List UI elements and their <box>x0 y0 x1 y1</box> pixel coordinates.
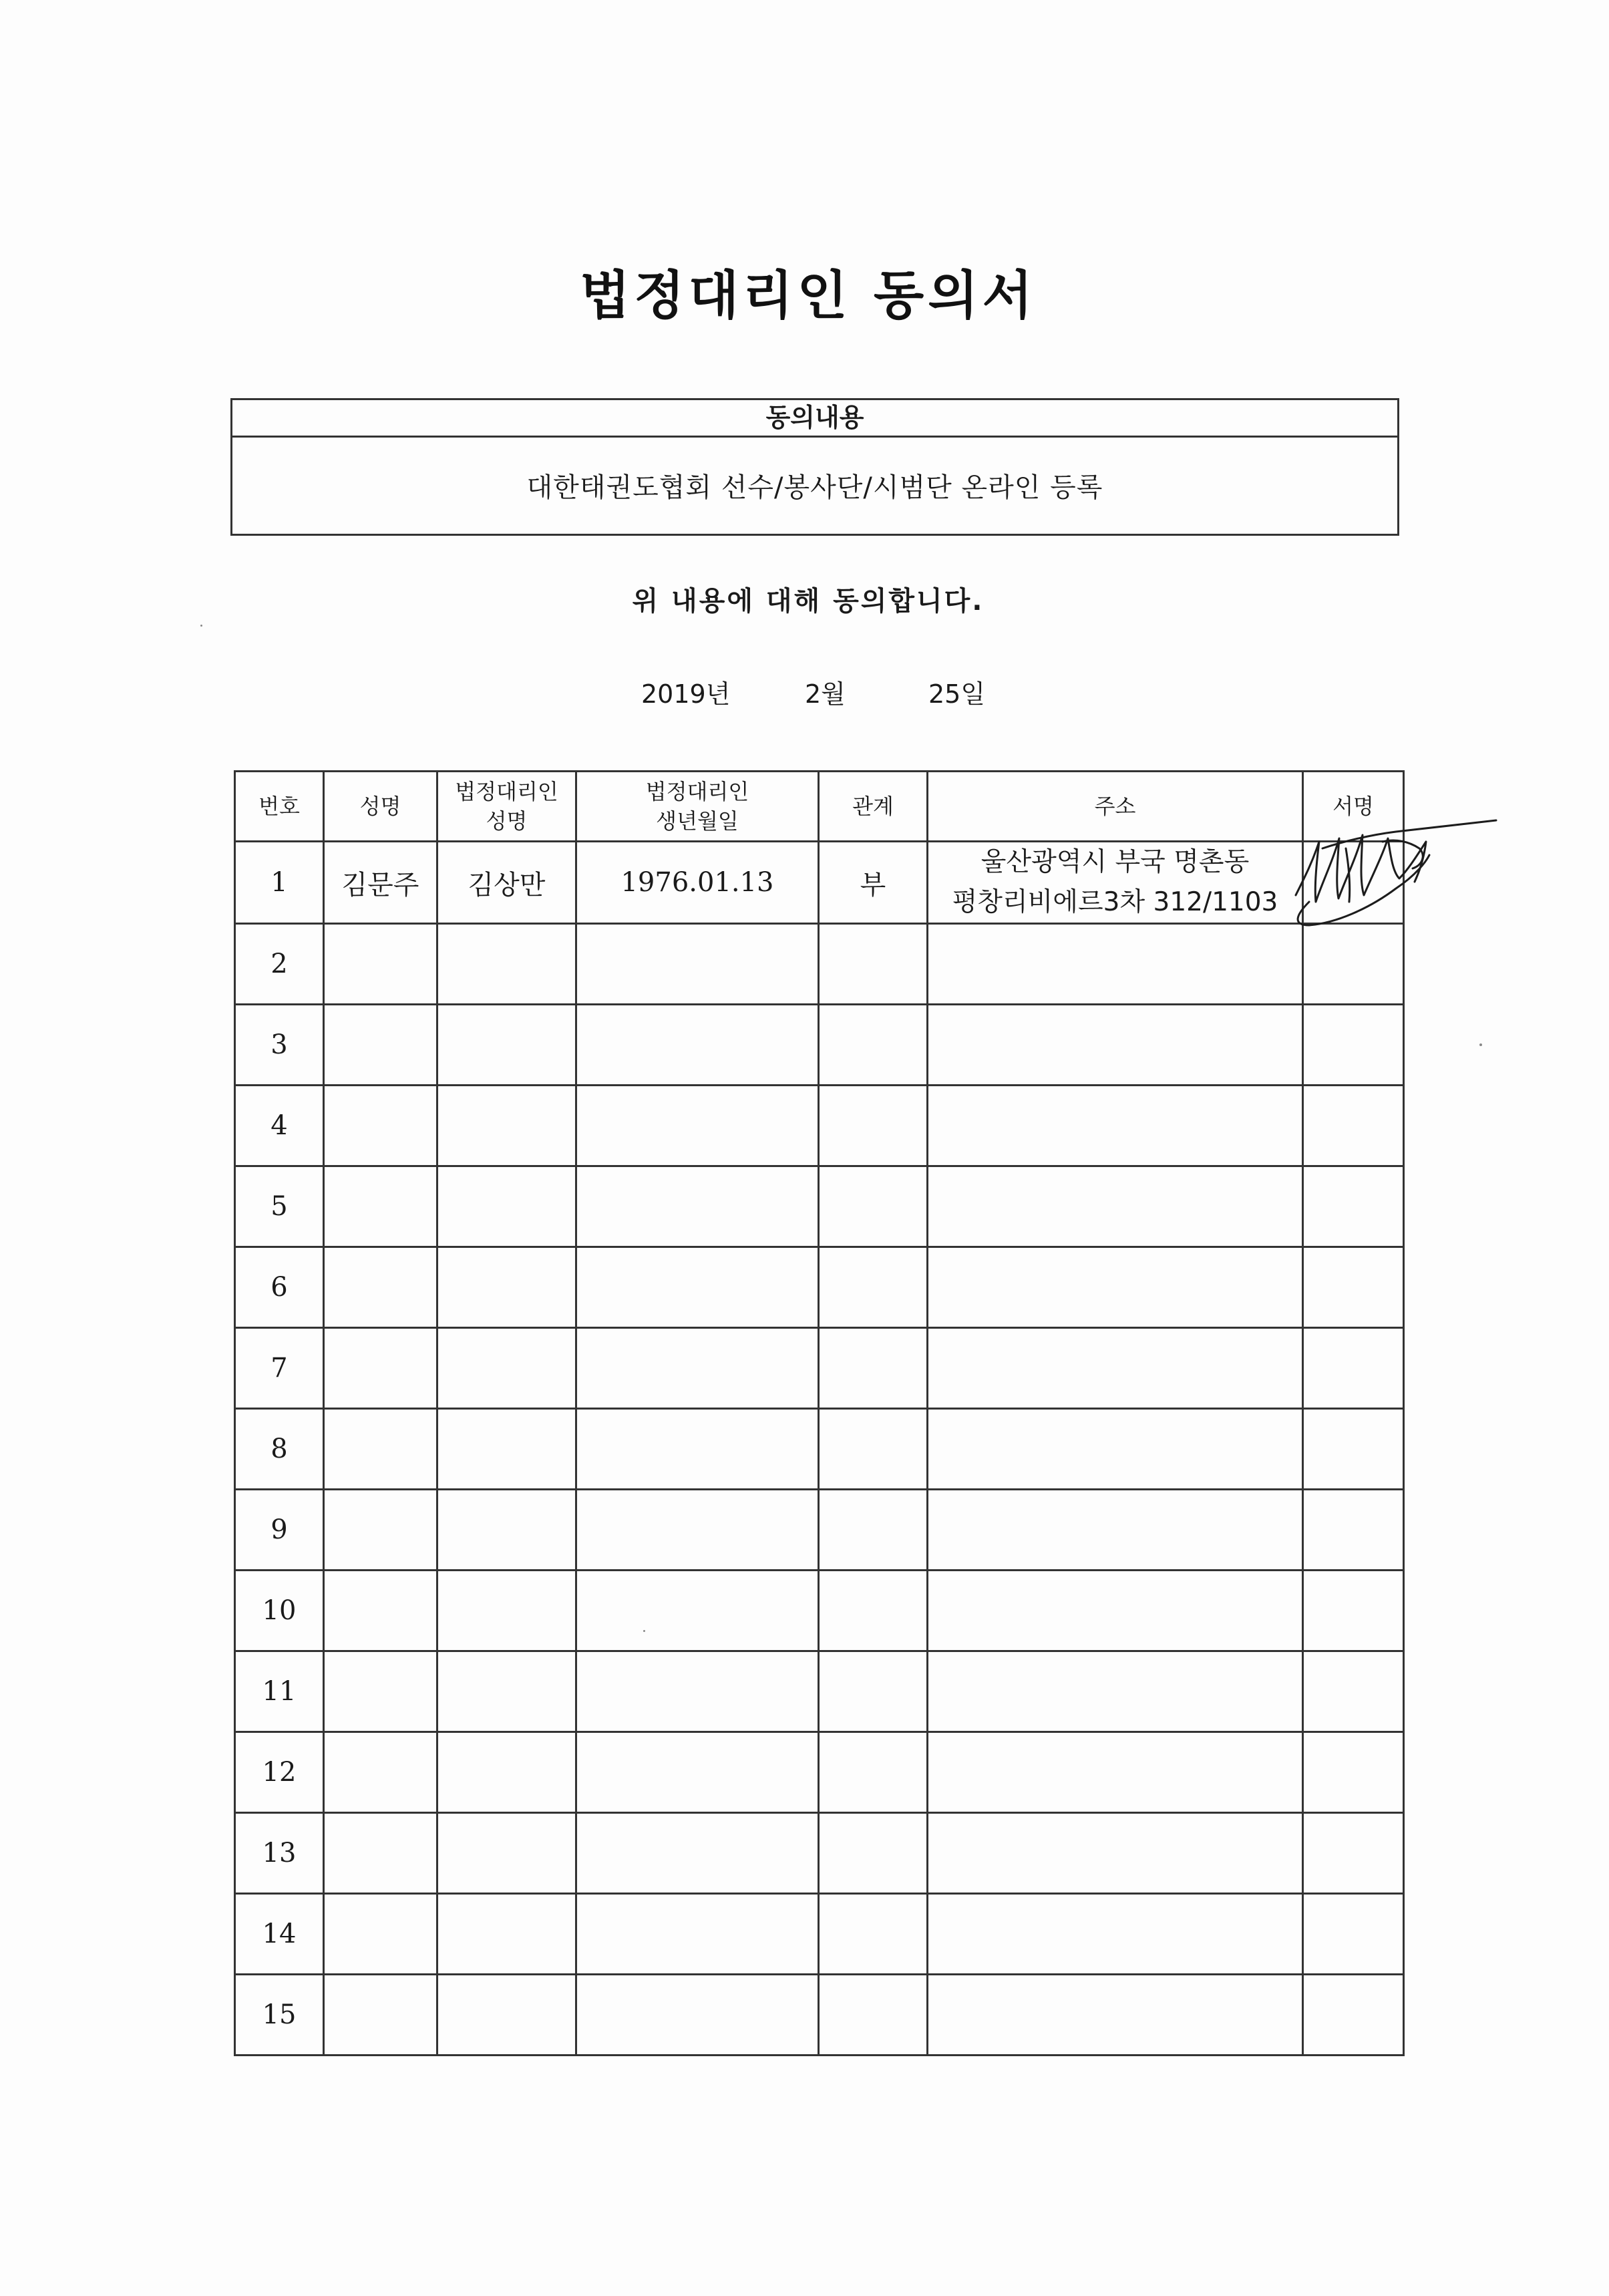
table-row <box>235 1328 1404 1409</box>
table-row <box>235 1247 1404 1328</box>
row-number: 11 <box>235 1651 324 1732</box>
row-number: 5 <box>235 1166 324 1247</box>
header-guardian-birth-line2: 생년월일 <box>656 808 739 834</box>
row-name: 김문주 <box>324 842 437 924</box>
consent-box <box>230 398 1399 536</box>
handwritten-signature-icon <box>1282 802 1503 942</box>
header-signature: 서명 <box>1303 772 1404 842</box>
table-row <box>235 1813 1404 1894</box>
row-guardian-birth: 1976.01.13 <box>576 842 819 924</box>
date-day: 25일 <box>928 679 986 709</box>
row-number: 7 <box>235 1328 324 1409</box>
row-address-line1: 울산광역시 부국 명촌동 <box>980 847 1250 877</box>
header-address: 주소 <box>928 772 1303 842</box>
row-number: 14 <box>235 1894 324 1975</box>
table-row <box>235 1894 1404 1975</box>
table-header-row <box>235 772 1404 842</box>
row-address-line2: 평창리비에르3차 312/1103 <box>952 887 1278 917</box>
guardian-table <box>234 770 1405 2056</box>
header-guardian-name <box>437 772 576 842</box>
table-row <box>235 1166 1404 1247</box>
table-row <box>235 1975 1404 2056</box>
row-number: 6 <box>235 1247 324 1328</box>
header-guardian-name-line1: 법정대리인 <box>455 779 558 804</box>
header-guardian-birth-line1: 법정대리인 <box>645 779 749 804</box>
header-number: 번호 <box>235 772 324 842</box>
agree-statement: 위 내용에 대해 동의합니다. <box>632 586 985 617</box>
row-relation: 부 <box>819 842 928 924</box>
row-number: 8 <box>235 1409 324 1490</box>
table-row <box>235 1732 1404 1813</box>
row-number: 3 <box>235 1005 324 1086</box>
scan-speck <box>643 1630 645 1632</box>
row-number: 12 <box>235 1732 324 1813</box>
header-name: 성명 <box>324 772 437 842</box>
row-guardian-name: 김상만 <box>437 842 576 924</box>
document-title: 법정대리인 동의서 <box>580 266 1037 326</box>
header-relation: 관계 <box>819 772 928 842</box>
date-year: 2019년 <box>641 679 731 709</box>
header-guardian-name-line2: 성명 <box>486 808 528 834</box>
row-address <box>928 842 1303 924</box>
scan-speck <box>1479 1043 1482 1046</box>
consent-body: 대한태권도협회 선수/봉사단/시범단 온라인 등록 <box>526 472 1103 503</box>
table-row <box>235 842 1404 924</box>
row-number: 13 <box>235 1813 324 1894</box>
table-row <box>235 924 1404 1005</box>
row-number: 2 <box>235 924 324 1005</box>
scan-speck <box>200 625 202 627</box>
table-row <box>235 1005 1404 1086</box>
row-number: 1 <box>235 842 324 924</box>
row-number: 10 <box>235 1571 324 1651</box>
date-month: 2월 <box>805 679 846 709</box>
table-row <box>235 1490 1404 1571</box>
row-number: 15 <box>235 1975 324 2056</box>
row-number: 9 <box>235 1490 324 1571</box>
table-row <box>235 1409 1404 1490</box>
row-number: 4 <box>235 1086 324 1166</box>
table-row <box>235 1571 1404 1651</box>
table-row <box>235 1651 1404 1732</box>
header-guardian-birth <box>576 772 819 842</box>
consent-header: 동의내용 <box>232 400 1397 438</box>
table-row <box>235 1086 1404 1166</box>
